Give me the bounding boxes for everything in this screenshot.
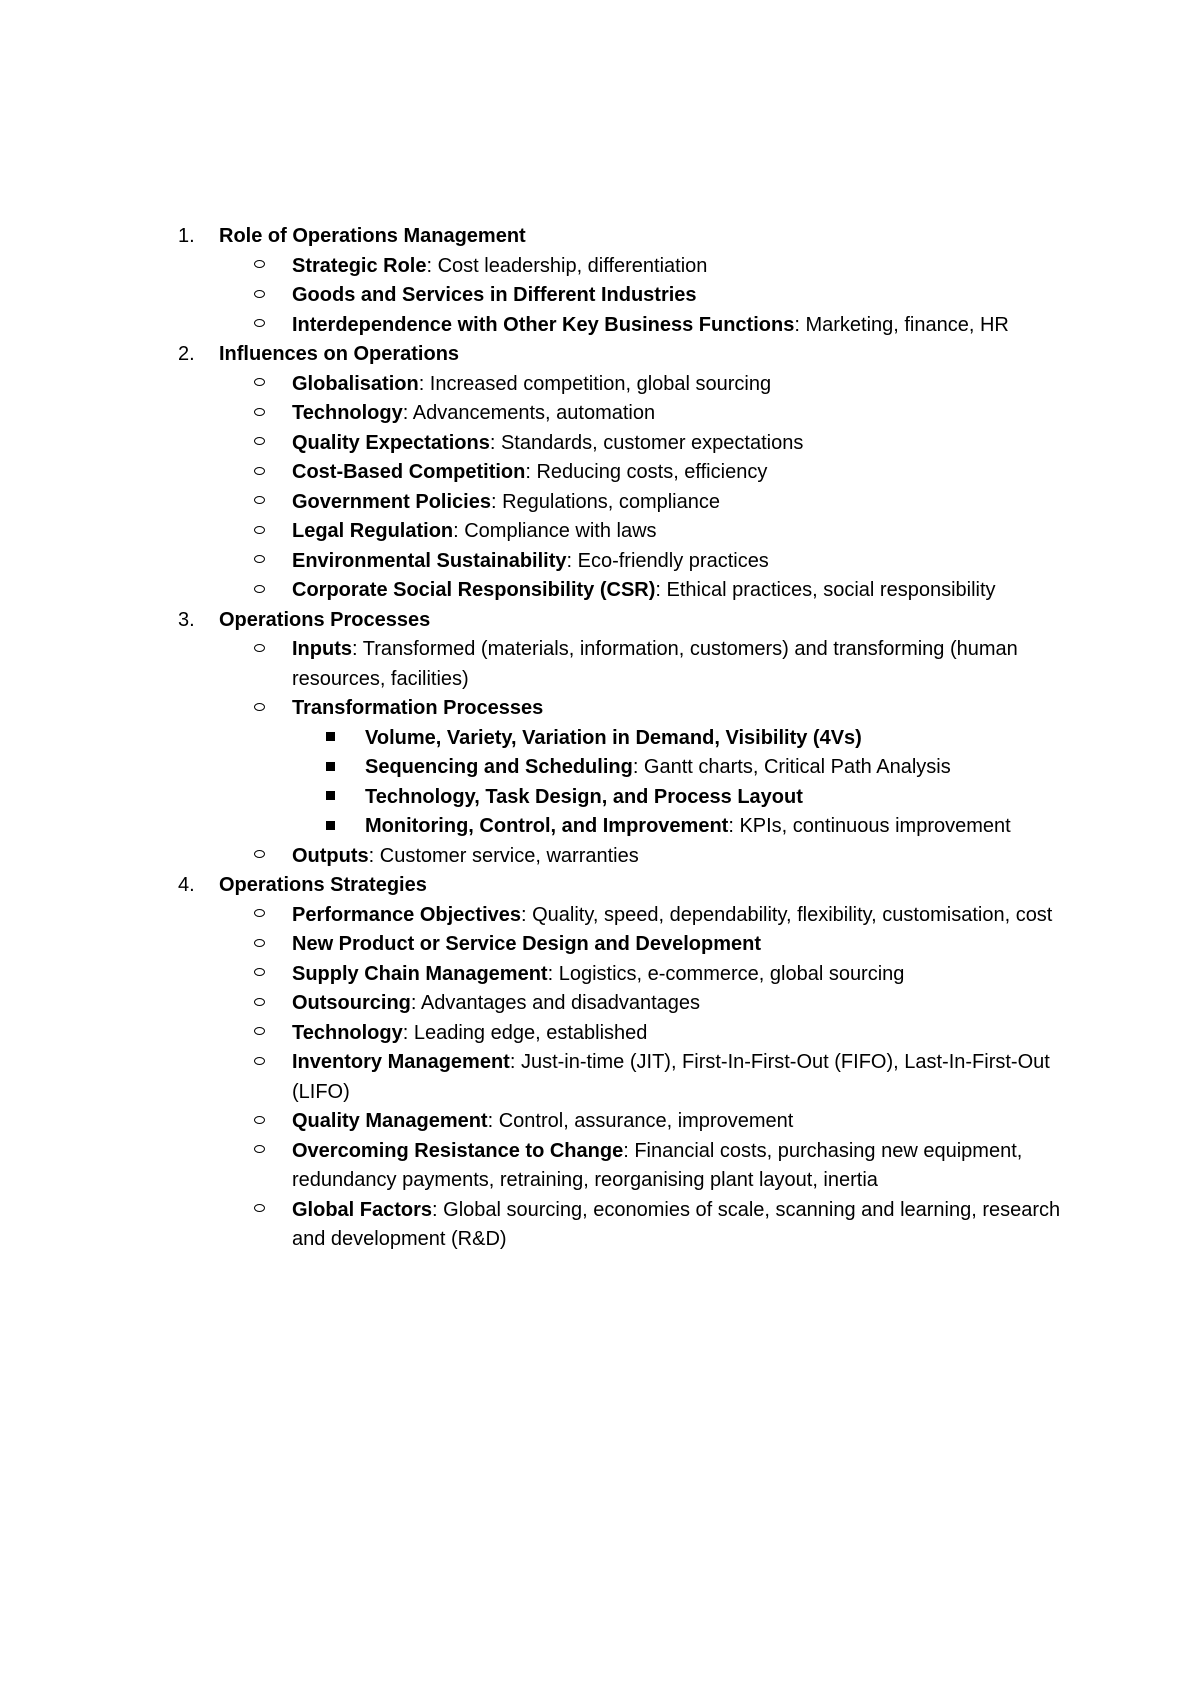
list-item — [178, 901, 1078, 931]
item-term: Sequencing and Scheduling — [365, 756, 633, 778]
item-term: Volume, Variety, Variation in Demand, Visibility (4Vs) — [365, 726, 862, 749]
list-item — [178, 488, 1078, 518]
section-number: 1. — [178, 225, 195, 247]
section-number: 2. — [178, 343, 195, 365]
item-term: Global Factors — [292, 1198, 433, 1221]
item-description: : Compliance with laws — [453, 520, 657, 542]
item-description: : Reducing costs, efficiency — [525, 461, 768, 483]
item-description: : Global sourcing, economies of scale, scanning and learning, research and development (R&D) — [292, 1198, 1061, 1250]
item-term: Strategic Role — [292, 254, 427, 277]
list-item — [178, 960, 1078, 990]
section-number: 3. — [178, 608, 195, 631]
hollow-bullet-icon — [254, 1048, 265, 1078]
item-term: Performance Objectives — [292, 903, 521, 926]
list-item — [178, 311, 1078, 341]
item-description: : Standards, customer expectations — [489, 431, 804, 454]
outline — [178, 222, 1078, 1255]
hollow-bullet-icon — [254, 311, 265, 341]
item-description: : Transformed (materials, information, customers) and transforming (human resources, facilities) — [292, 638, 1018, 690]
item-term: Outsourcing — [292, 992, 411, 1014]
list-item — [178, 1196, 1078, 1255]
hollow-bullet-icon — [254, 517, 265, 547]
item-description: : Cost leadership, differentiation — [426, 254, 708, 277]
item-description: : Control, assurance, improvement — [487, 1110, 794, 1132]
hollow-bullet-icon — [254, 1107, 265, 1137]
item-description: : Advantages and disadvantages — [410, 992, 701, 1014]
section-number: 4. — [178, 874, 195, 896]
list-item — [178, 989, 1078, 1019]
hollow-bullet-icon — [254, 930, 265, 960]
section-title: Operations Strategies — [219, 874, 427, 896]
section-4 — [178, 871, 1078, 901]
item-term: Technology — [292, 1021, 403, 1044]
item-term: Inventory Management — [292, 1051, 510, 1073]
section-title: Role of Operations Management — [219, 225, 526, 247]
list-item — [178, 635, 1078, 694]
item-term: Government Policies — [292, 490, 491, 513]
list-item — [178, 429, 1078, 459]
list-item — [178, 458, 1078, 488]
section-2 — [178, 340, 1078, 370]
hollow-bullet-icon — [254, 252, 265, 282]
item-description: : KPIs, continuous improvement — [728, 815, 1011, 837]
item-description: : Customer service, warranties — [368, 844, 639, 867]
item-term: Quality Management — [292, 1110, 488, 1132]
list-item — [178, 547, 1078, 577]
item-term: Technology, Task Design, and Process Layout — [365, 785, 803, 808]
item-term: Inputs — [292, 638, 352, 660]
hollow-bullet-icon — [254, 1196, 265, 1226]
sub-list-item — [178, 812, 1078, 842]
item-term: Goods and Services in Different Industries — [292, 284, 697, 306]
hollow-bullet-icon — [254, 429, 265, 459]
item-description: : Marketing, finance, HR — [794, 313, 1009, 336]
hollow-bullet-icon — [254, 458, 265, 488]
item-description: : Advancements, automation — [402, 402, 656, 424]
item-term: Cost-Based Competition — [292, 461, 526, 483]
list-item — [178, 1137, 1078, 1196]
item-description: : Leading edge, established — [402, 1021, 648, 1044]
hollow-bullet-icon — [254, 694, 265, 724]
hollow-bullet-icon — [254, 576, 265, 606]
item-term: Supply Chain Management — [292, 962, 548, 985]
square-bullet-icon — [326, 783, 335, 813]
section-3 — [178, 606, 1078, 636]
item-description: : Quality, speed, dependability, flexibility, customisation, cost — [521, 903, 1053, 926]
hollow-bullet-icon — [254, 1019, 265, 1049]
hollow-bullet-icon — [254, 960, 265, 990]
hollow-bullet-icon — [254, 399, 265, 429]
item-term: Corporate Social Responsibility (CSR) — [292, 579, 656, 601]
item-description: : Gantt charts, Critical Path Analysis — [632, 756, 951, 778]
hollow-bullet-icon — [254, 488, 265, 518]
hollow-bullet-icon — [254, 370, 265, 400]
hollow-bullet-icon — [254, 281, 265, 311]
item-description: : Ethical practices, social responsibility — [655, 579, 996, 601]
list-item — [178, 842, 1078, 872]
item-term: Environmental Sustainability — [292, 549, 567, 572]
section-title: Influences on Operations — [219, 343, 460, 365]
hollow-bullet-icon — [254, 989, 265, 1019]
item-description: : Just-in-time (JIT), First-In-First-Out (FIFO), Last-In-First-Out (LIFO) — [292, 1051, 1050, 1103]
square-bullet-icon — [326, 812, 335, 842]
sub-list-item — [178, 783, 1078, 813]
hollow-bullet-icon — [254, 842, 265, 872]
list-item — [178, 930, 1078, 960]
sub-list-item — [178, 753, 1078, 783]
item-term: Quality Expectations — [292, 431, 490, 454]
list-item — [178, 370, 1078, 400]
list-item — [178, 694, 1078, 724]
list-item — [178, 517, 1078, 547]
section-title: Operations Processes — [219, 608, 431, 631]
item-term: Transformation Processes — [292, 697, 544, 719]
square-bullet-icon — [326, 753, 335, 783]
list-item — [178, 1048, 1078, 1107]
square-bullet-icon — [326, 724, 335, 754]
item-term: Outputs — [292, 844, 369, 867]
hollow-bullet-icon — [254, 901, 265, 931]
item-term: Legal Regulation — [292, 520, 454, 542]
list-item — [178, 1019, 1078, 1049]
sub-list-item — [178, 724, 1078, 754]
item-description: : Logistics, e-commerce, global sourcing — [547, 962, 905, 985]
item-description: : Increased competition, global sourcing — [418, 372, 772, 395]
item-term: Globalisation — [292, 372, 419, 395]
list-item — [178, 281, 1078, 311]
hollow-bullet-icon — [254, 547, 265, 577]
section-1 — [178, 222, 1078, 252]
list-item — [178, 252, 1078, 282]
list-item — [178, 399, 1078, 429]
list-item — [178, 576, 1078, 606]
item-term: New Product or Service Design and Development — [292, 933, 762, 955]
hollow-bullet-icon — [254, 1137, 265, 1167]
item-term: Monitoring, Control, and Improvement — [365, 815, 729, 837]
hollow-bullet-icon — [254, 635, 265, 665]
item-description: : Regulations, compliance — [490, 490, 720, 513]
list-item — [178, 1107, 1078, 1137]
item-term: Technology — [292, 402, 403, 424]
item-description: : Eco-friendly practices — [566, 549, 769, 572]
item-description: : Financial costs, purchasing new equipment, redundancy payments, retraining, reorganising plant layout, inertia — [292, 1139, 1023, 1191]
item-term: Overcoming Resistance to Change — [292, 1139, 624, 1162]
item-term: Interdependence with Other Key Business Functions — [292, 313, 795, 336]
